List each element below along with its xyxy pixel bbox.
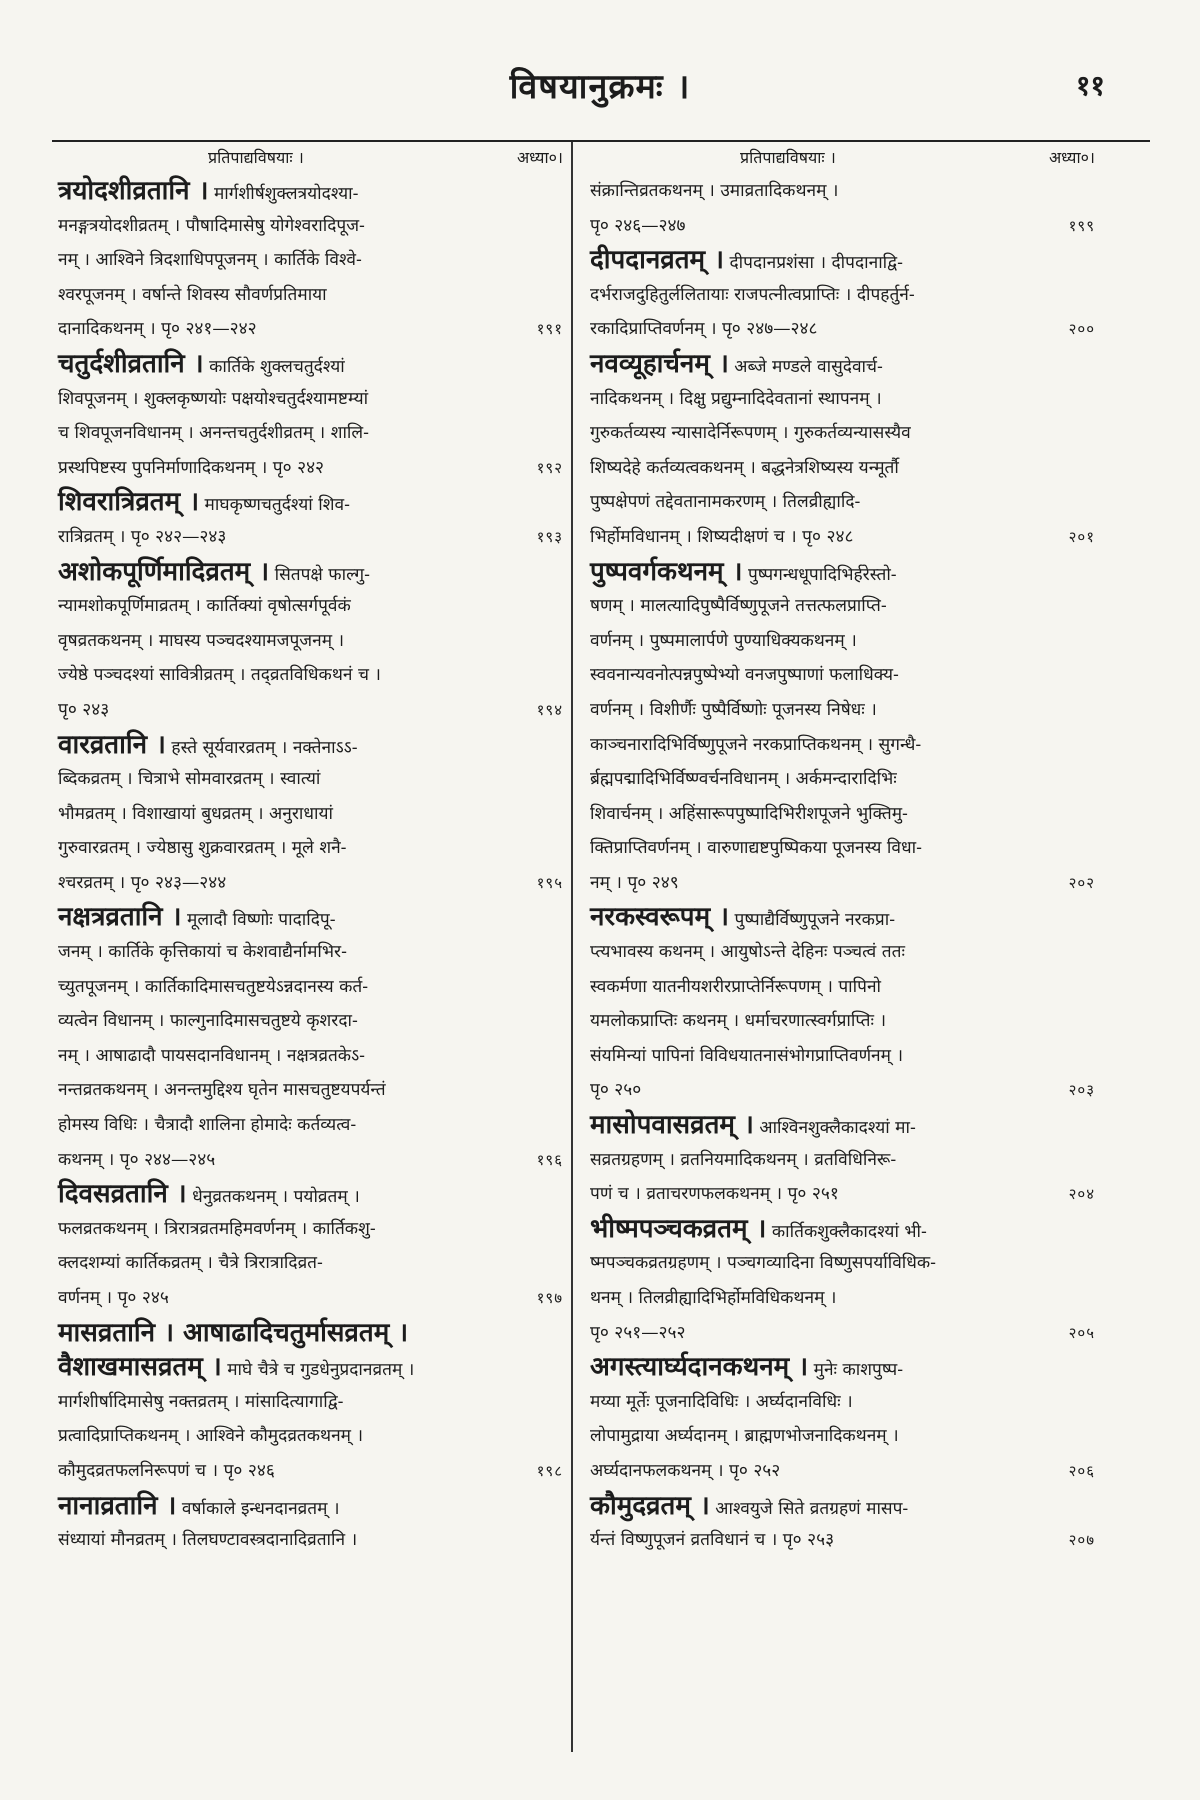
entry-line	[58, 1419, 563, 1454]
entry-text: पुष्पक्षेपणं तद्देवतानामकरणम् । तिलव्रीह्यादि-	[590, 492, 861, 513]
entry-text: लोपामुद्राया अर्घ्यदानम् । ब्राह्मणभोजनादिकथनम् ।	[590, 1426, 899, 1447]
entry-line	[58, 1004, 563, 1039]
vrata-heading: वारव्रतानि ।	[58, 729, 166, 760]
entry-text: षणम् । मालत्यादिपुष्पैर्विष्णुपूजने तत्तत्फलप्राप्ति-	[590, 596, 887, 617]
entry-line	[590, 866, 1095, 901]
entry-text: ज्येष्ठे पञ्चदश्यां सावित्रीव्रतम् । तद्व्रतविधिकथनं च ।	[58, 665, 381, 686]
entry-line	[590, 1385, 1095, 1420]
chapter-number: १९६	[536, 1150, 563, 1169]
vrata-heading: अशोकपूर्णिमादिव्रतम् ।	[58, 556, 270, 587]
entry-text: दीपदानप्रशंसा । दीपदानाद्वि-	[724, 253, 903, 274]
entry-line	[590, 174, 1095, 209]
entry-text: आश्वयुजे सिते व्रतग्रहणं मासप-	[709, 1498, 909, 1519]
entry-line	[58, 1523, 563, 1558]
entry-line	[58, 797, 563, 832]
entry-line	[590, 312, 1095, 347]
entry-text: पृ० २४६—२४७	[590, 215, 686, 236]
column-divider	[571, 142, 573, 1752]
entry-text: पणं च । व्रताचरणफलकथनम् । पृ० २५१	[590, 1184, 839, 1205]
entry-text: दानादिकथनम् । पृ० २४१—२४२	[58, 319, 257, 340]
entry-text: माघकृष्णचतुर्दश्यां शिव-	[199, 495, 350, 516]
entry-text: शिवार्चनम् । अहिंसारूपपुष्पादिभिरीशपूजने भुक्तिमु-	[590, 803, 908, 824]
entry-line	[590, 243, 1095, 278]
entry-line	[590, 1316, 1095, 1351]
entry-line	[590, 589, 1095, 624]
chapter-number: १९५	[536, 873, 563, 892]
entry-text: हस्ते सूर्यवारव्रतम् । नक्तेनाऽऽ-	[165, 737, 358, 758]
entry-line	[590, 970, 1095, 1005]
chapter-number: २०३	[1068, 1081, 1095, 1100]
entry-line	[58, 1350, 563, 1385]
vrata-heading: अगस्त्यार्घ्यदानकथनम् ।	[590, 1352, 809, 1383]
entry-text: ब्दिकव्रतम् । चित्राभे सोमवारव्रतम् । स्वात्यां	[58, 769, 321, 790]
vrata-heading: नानाव्रतानि ।	[58, 1490, 177, 1521]
vrata-heading: पुष्पवर्गकथनम् ।	[590, 556, 743, 587]
chapter-number: २०७	[1068, 1531, 1095, 1550]
entry-line	[590, 658, 1095, 693]
page-title: विषयानुक्रमः ।	[509, 67, 691, 107]
entry-text: मुनेः काशपुष्प-	[808, 1360, 904, 1381]
chapter-number: २००	[1068, 320, 1095, 339]
chapter-heading: अध्या०।	[516, 148, 563, 167]
entry-line	[58, 1489, 563, 1524]
entry-text: वर्णनम् । विशीर्णैः पुष्पैर्विष्णोः पूजनस्य निषेधः ।	[590, 699, 877, 720]
entry-text: श्वरपूजनम् । वर्षान्ते शिवस्य सौवर्णप्रतिमाया	[58, 284, 327, 305]
vrata-heading: दिवसव्रतानि ।	[58, 1179, 187, 1210]
entry-text: माघे चैत्रे च गुडधेनुप्रदानव्रतम् ।	[221, 1360, 415, 1381]
entry-text: न्यामशोकपूर्णिमाव्रतम् । कार्तिक्यां वृषोत्सर्गपूर्वकं	[58, 596, 351, 617]
entry-text: शिवपूजनम् । शुक्लकृष्णयोः पक्षयोश्चतुर्दश्यामष्टम्यां	[58, 388, 369, 409]
left-column-header	[58, 146, 563, 174]
entry-text: व्यत्वेन विधानम् । फाल्गुनादिमासचतुष्टये कृशरदा-	[58, 1011, 358, 1032]
entry-line	[58, 1212, 563, 1247]
entry-line	[58, 174, 563, 209]
entry-line	[58, 1246, 563, 1281]
right-column-header	[590, 146, 1095, 174]
entry-line	[58, 658, 563, 693]
vrata-heading: नक्षत्रव्रतानि ।	[58, 902, 182, 933]
entry-line	[590, 1004, 1095, 1039]
entry-text: भिर्होमविधानम् । शिष्यदीक्षणं च । पृ० २४८	[590, 526, 854, 547]
entry-text: प्रस्थपिष्टस्य पुपनिर्माणादिकथनम् । पृ० २४२	[58, 457, 325, 478]
entry-line	[590, 520, 1095, 555]
entry-line	[590, 1177, 1095, 1212]
entry-text: अर्घ्यदानफलकथनम् । पृ० २५२	[590, 1460, 781, 1481]
entry-text: स्ववनान्यवनोत्पन्नपुष्पेभ्यो वनजपुष्पाणां फलाधिक्य-	[590, 665, 899, 686]
left-entries	[58, 174, 563, 1558]
vrata-heading: दीपदानव्रतम् ।	[590, 245, 725, 276]
entry-text: मार्गशीर्षशुक्लत्रयोदश्या-	[208, 184, 359, 204]
entry-line	[590, 1108, 1095, 1143]
entry-line	[58, 312, 563, 347]
entry-line	[58, 1143, 563, 1178]
entry-line	[590, 831, 1095, 866]
chapter-number: १९८	[536, 1461, 563, 1480]
entry-text: नम् । आश्विने त्रिदशाधिपपूजनम् । कार्तिके विश्वे-	[58, 250, 362, 271]
entry-text: यमलोकप्राप्तिः कथनम् । धर्माचरणात्स्वर्गप्राप्तिः ।	[590, 1011, 887, 1032]
chapter-number: १९२	[536, 458, 563, 477]
chapter-number: १९३	[536, 527, 563, 546]
entry-line	[58, 762, 563, 797]
entry-text: च शिवपूजनविधानम् । अनन्तचतुर्दशीव्रतम् । शालि-	[58, 423, 369, 444]
entry-text: मय्या मूर्तेः पूजनादिविधिः । अर्घ्यदानविधिः ।	[590, 1391, 853, 1412]
entry-text: नम् । पृ० २४९	[590, 872, 679, 893]
entry-text: क्लदशम्यां कार्तिकव्रतम् । चैत्रे त्रिरात्रादिव्रत-	[58, 1253, 323, 1274]
entry-text: कथनम् । पृ० २४४—२४५	[58, 1149, 216, 1170]
entry-line	[590, 347, 1095, 382]
entry-text: अब्जे मण्डले वासुदेवार्च-	[728, 356, 883, 377]
vrata-heading: वैशाखमासव्रतम् ।	[58, 1352, 222, 1383]
entry-line	[590, 382, 1095, 417]
entry-line	[58, 520, 563, 555]
page-number: ११	[1075, 69, 1105, 102]
entry-text: शिष्यदेहे कर्तव्यत्वकथनम् । बद्धनेत्रशिष्यस्य यन्मूर्तौ	[590, 457, 899, 478]
entry-line	[58, 1454, 563, 1489]
entry-line	[58, 485, 563, 520]
entry-line	[590, 1212, 1095, 1247]
entry-line	[58, 900, 563, 935]
entry-line	[58, 451, 563, 486]
entry-line	[58, 1281, 563, 1316]
entry-line	[58, 209, 563, 244]
chapter-number: १९४	[536, 700, 563, 719]
entry-text: मार्गशीर्षादिमासेषु नक्तव्रतम् । मांसादित्यागाद्वि-	[58, 1391, 344, 1412]
entry-line	[590, 1454, 1095, 1489]
entry-line	[58, 970, 563, 1005]
entry-text: वृषव्रतकथनम् । माघस्य पञ्चदश्यामजपूजनम् ।	[58, 630, 345, 651]
entry-line	[58, 243, 563, 278]
entry-line	[58, 347, 563, 382]
entry-line	[590, 1039, 1095, 1074]
entry-text: र्ब्रह्मपद्मादिभिर्विष्ण्वर्चनविधानम् । अर्कमन्दारादिभिः	[590, 769, 897, 790]
entry-line	[58, 624, 563, 659]
entry-line	[590, 728, 1095, 763]
entry-text: पुष्पाद्यैर्विष्णुपूजने नरकप्रा-	[729, 910, 896, 931]
vrata-heading: शिवरात्रिव्रतम् ।	[58, 487, 200, 518]
entry-text: ष्मपञ्चकव्रतग्रहणम् । पञ्चगव्यादिना विष्णुसपर्याविधिक-	[590, 1253, 937, 1274]
right-entries	[590, 174, 1095, 1558]
entry-line	[590, 485, 1095, 520]
entry-line	[590, 1350, 1095, 1385]
entry-line	[58, 589, 563, 624]
entry-text: प्त्यभावस्य कथनम् । आयुषोऽन्ते देहिनः पञ्चत्वं ततः	[590, 942, 905, 963]
entry-text: रकादिप्राप्तिवर्णनम् । पृ० २४७—२४८	[590, 319, 818, 340]
entry-text: नादिकथनम् । दिक्षु प्रद्युम्नादिदेवतानां स्थापनम् ।	[590, 388, 882, 409]
entry-text: जनम् । कार्तिके कृत्तिकायां च केशवाद्यैर्नामभिर-	[58, 942, 347, 963]
entry-line	[58, 1108, 563, 1143]
entry-line	[58, 866, 563, 901]
entry-line	[590, 762, 1095, 797]
entry-text: पृ० २५०	[590, 1080, 642, 1101]
entry-line	[590, 900, 1095, 935]
entry-text: वर्णनम् । पुष्पमालार्पणे पुण्याधिक्यकथनम् ।	[590, 630, 857, 651]
entry-line	[590, 935, 1095, 970]
entry-text: होमस्य विधिः । चैत्रादौ शालिना होमादेः कर्तव्यत्व-	[58, 1115, 357, 1136]
entry-line	[590, 451, 1095, 486]
chapter-number: २०१	[1068, 527, 1095, 546]
entry-text: र्यन्तं विष्णुपूजनं व्रतविधानं च । पृ० २५३	[590, 1530, 835, 1551]
entry-line	[590, 693, 1095, 728]
entry-line	[58, 1177, 563, 1212]
entry-text: वर्णनम् । पृ० २४५	[58, 1288, 169, 1308]
entry-line	[58, 416, 563, 451]
entry-text: फलव्रतकथनम् । त्रिरात्रव्रतमहिमवर्णनम् । कार्तिकशु-	[58, 1218, 376, 1239]
entry-text: कार्तिके शुक्लचतुर्दश्यां	[203, 356, 345, 377]
entry-line	[58, 278, 563, 313]
vrata-heading: कौमुदव्रतम् ।	[590, 1490, 710, 1521]
entry-text: सितपक्षे फाल्गु-	[269, 564, 370, 585]
entry-line	[590, 1143, 1095, 1178]
entry-text: भौमव्रतम् । विशाखायां बुधव्रतम् । अनुराधायां	[58, 803, 333, 824]
entry-line	[58, 1316, 563, 1351]
subjects-heading: प्रतिपाद्यविषयाः ।	[208, 148, 304, 167]
entry-line	[58, 555, 563, 590]
entry-text: संयमिन्यां पापिनां विविधयातनासंभोगप्राप्तिवर्णनम् ।	[590, 1045, 904, 1066]
entry-line	[590, 1073, 1095, 1108]
entry-text: संध्यायां मौनव्रतम् । तिलघण्टावस्त्रदानादिव्रतानि ।	[58, 1530, 358, 1551]
left-column	[58, 146, 563, 1558]
entry-text: क्तिप्राप्तिवर्णनम् । वारुणाद्यष्टपुष्पिकया पूजनस्य विधा-	[590, 838, 922, 859]
entry-text: पृ० २५१—२५२	[590, 1322, 686, 1343]
entry-text: च्युतपूजनम् । कार्तिकादिमासचतुष्टयेऽन्नदानस्य कर्त-	[58, 976, 369, 997]
entry-line	[590, 278, 1095, 313]
entry-text: गुरुवारव्रतम् । ज्येष्ठासु शुक्रवारव्रतम् । मूले शनै-	[58, 838, 347, 859]
entry-line	[58, 693, 563, 728]
entry-line	[590, 209, 1095, 244]
entry-text: स्वकर्मणा यातनीयशरीरप्राप्तेर्निरूपणम् । पापिनो	[590, 976, 882, 997]
entry-line	[590, 1246, 1095, 1281]
entry-text: दर्भराजदुहितुर्ललितायाः राजपत्नीत्वप्राप्तिः । दीपहर्तुर्न-	[590, 284, 915, 305]
chapter-heading: अध्या०।	[1048, 148, 1095, 167]
entry-text: कौमुदव्रतफलनिरूपणं च । पृ० २४६	[58, 1460, 275, 1481]
entry-line	[58, 382, 563, 417]
entry-line	[58, 1385, 563, 1420]
entry-text: रात्रिव्रतम् । पृ० २४२—२४३	[58, 526, 227, 547]
entry-text: पृ० २४३	[58, 699, 110, 720]
right-column	[590, 146, 1095, 1558]
subjects-heading: प्रतिपाद्यविषयाः ।	[740, 148, 836, 167]
entry-line	[590, 1281, 1095, 1316]
entry-line	[590, 555, 1095, 590]
entry-text: मनङ्गत्रयोदशीव्रतम् । पौषादिमासेषु योगेश्वरादिपूज-	[58, 215, 365, 236]
entry-text: काञ्चनारादिभिर्विष्णुपूजने नरकप्राप्तिकथनम् । सुगन्धै-	[590, 734, 922, 755]
entry-text: गुरुकर्तव्यस्य न्यासादेर्निरूपणम् । गुरुकर्तव्यन्यासस्यैव	[590, 423, 911, 444]
entry-text: कार्तिकशुक्लैकादश्यां भी-	[766, 1221, 927, 1242]
entry-text: नम् । आषाढादौ पायसदानविधानम् । नक्षत्रव्रतकेऽ-	[58, 1045, 365, 1066]
entry-text: आश्विनशुक्लैकादश्यां मा-	[753, 1118, 916, 1139]
entry-text: थनम् । तिलव्रीह्यादिभिर्होमविधिकथनम् ।	[590, 1288, 837, 1308]
entry-text: नन्तव्रतकथनम् । अनन्तमुद्दिश्य घृतेन मासचतुष्टयपर्यन्तं	[58, 1080, 386, 1101]
entry-line	[58, 1073, 563, 1108]
entry-text: प्रत्वादिप्राप्तिकथनम् । आश्विने कौमुदव्रतकथनम् ।	[58, 1426, 364, 1447]
chapter-number: २०४	[1068, 1185, 1095, 1204]
vrata-heading: नरकस्वरूपम् ।	[590, 902, 730, 933]
entry-line	[58, 935, 563, 970]
entry-text: श्चरव्रतम् । पृ० २४३—२४४	[58, 872, 227, 893]
entry-line	[590, 416, 1095, 451]
entry-text: मूलादौ विष्णोः पादादिपू-	[181, 910, 336, 931]
header-rule	[52, 140, 1150, 142]
entry-text: धेनुव्रतकथनम् । पयोव्रतम् ।	[186, 1187, 360, 1208]
entry-line	[58, 1039, 563, 1074]
vrata-heading: नवव्यूहार्चनम् ।	[590, 348, 729, 379]
entry-text: संक्रान्तिव्रतकथनम् । उमाव्रतादिकथनम् ।	[590, 181, 839, 201]
chapter-number: २०५	[1068, 1323, 1095, 1342]
chapter-number: २०२	[1068, 873, 1095, 892]
entry-text: पुष्पगन्धधूपादिभिर्हरेस्तो-	[742, 564, 897, 585]
vrata-heading: मासोपवासव्रतम् ।	[590, 1110, 754, 1141]
entry-line	[58, 831, 563, 866]
entry-line	[590, 797, 1095, 832]
entry-text: सव्रतग्रहणम् । व्रतनियमादिकथनम् । व्रतविधिनिरू-	[590, 1149, 897, 1170]
entry-text: वर्षाकाले इन्धनदानव्रतम् ।	[176, 1498, 340, 1519]
chapter-number: १९९	[1068, 216, 1095, 235]
entry-line	[590, 1419, 1095, 1454]
chapter-number: १९७	[536, 1289, 563, 1307]
entry-line	[590, 624, 1095, 659]
entry-line	[590, 1523, 1095, 1558]
entry-line	[590, 1489, 1095, 1524]
vrata-heading: चतुर्दशीव्रतानि ।	[58, 348, 204, 379]
entry-line	[58, 728, 563, 763]
vrata-heading: मासव्रतानि । आषाढादिचतुर्मासव्रतम् ।	[58, 1317, 409, 1348]
vrata-heading: त्रयोदशीव्रतानि ।	[58, 176, 209, 206]
chapter-number: २०६	[1068, 1461, 1095, 1480]
chapter-number: १९१	[536, 320, 563, 339]
vrata-heading: भीष्मपञ्चकव्रतम् ।	[590, 1213, 767, 1244]
